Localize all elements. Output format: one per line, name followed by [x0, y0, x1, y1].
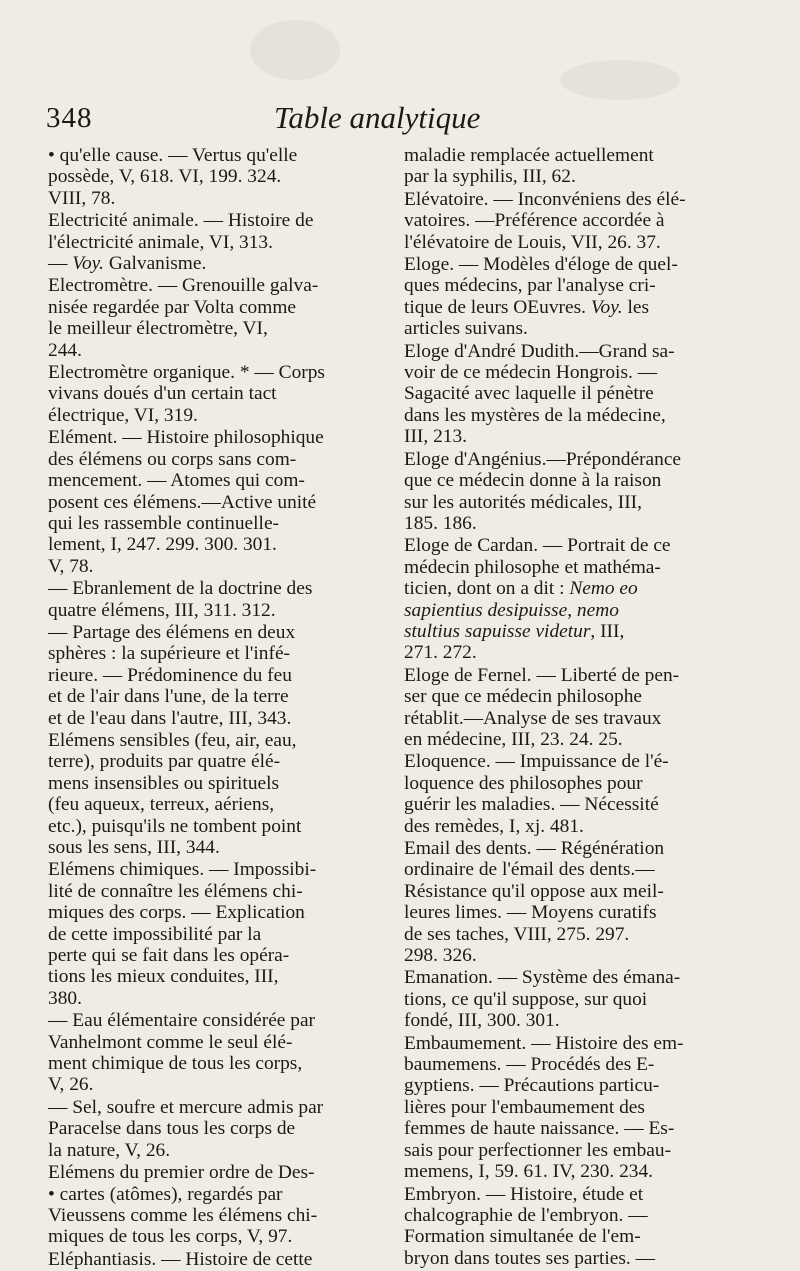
index-entry	[404, 751, 756, 837]
index-entry	[404, 665, 756, 751]
entry-line: mencement. — Atomes qui com-	[48, 470, 305, 492]
entry-line: rieure. — Prédominence du feu	[48, 664, 292, 686]
entry-line: Eloge de Fernel. — Liberté de pen-	[404, 664, 680, 686]
index-entry	[48, 622, 378, 729]
entry-line: Eloquence. — Impuissance de l'é-	[404, 751, 669, 773]
entry-line: etc.), puisqu'ils ne tombent point	[48, 815, 302, 837]
entry-line: Elévatoire. — Inconvéniens des élé-	[404, 188, 686, 210]
entry-line: 271. 272.	[404, 642, 477, 664]
entry-line: sapientius desipuisse, nemo	[404, 599, 619, 621]
entry-line: — Voy. Galvanisme.	[48, 253, 207, 275]
index-entry	[404, 189, 756, 253]
entry-line: vivans doués d'un certain tact	[48, 383, 277, 405]
entry-line: ques médecins, par l'analyse cri-	[404, 275, 656, 297]
paper-stain	[560, 60, 680, 100]
entry-line: en médecine, III, 23. 24. 25.	[404, 728, 623, 750]
entry-line: des remèdes, I, xj. 481.	[404, 815, 584, 837]
entry-line: articles suivans.	[404, 318, 528, 340]
index-entry	[404, 1033, 756, 1183]
entry-line: tique de leurs OEuvres. Voy. les	[404, 296, 650, 318]
entry-line: sur les autorités médicales, III,	[404, 491, 642, 513]
entry-line: de ses taches, VIII, 275. 297.	[404, 923, 630, 945]
entry-line: miques des corps. — Explication	[48, 902, 305, 924]
entry-line: lement, I, 247. 299. 300. 301.	[48, 534, 277, 556]
entry-line: Résistance qu'il oppose aux meil-	[404, 880, 664, 902]
entry-line: Eléphantiasis. — Histoire de cette	[48, 1248, 313, 1270]
page-header	[42, 100, 758, 140]
entry-line: gyptiens. — Précautions particu-	[404, 1075, 660, 1097]
entry-line: Eloge d'André Dudith.—Grand sa-	[404, 340, 675, 362]
index-entry	[48, 1249, 378, 1270]
entry-line: électrique, VI, 319.	[48, 404, 198, 426]
entry-line: ment chimique de tous les corps,	[48, 1053, 303, 1075]
entry-line: Sagacité avec laquelle il pénètre	[404, 383, 654, 405]
index-entry	[48, 362, 378, 426]
entry-line: par la syphilis, III, 62.	[404, 166, 576, 188]
entry-line: tions, ce qu'il suppose, sur quoi	[404, 988, 648, 1010]
index-entry	[404, 535, 756, 663]
index-entry	[48, 578, 378, 621]
entry-line: terre), produits par quatre élé-	[48, 751, 281, 773]
index-entry	[404, 449, 756, 535]
entry-line: (feu aqueux, terreux, aériens,	[48, 794, 275, 816]
entry-line: chalcographie de l'embryon. —	[404, 1204, 648, 1226]
entry-line: — Sel, soufre et mercure admis par	[48, 1096, 324, 1118]
entry-line: des élémens ou corps sans com-	[48, 448, 297, 470]
entry-line: ordinaire de l'émail des dents.—	[404, 859, 655, 881]
entry-line: posent ces élémens.—Active unité	[48, 491, 317, 513]
entry-line: loquence des philosophes pour	[404, 772, 643, 794]
entry-line: perte qui se fait dans les opéra-	[48, 945, 290, 967]
entry-line: V, 26.	[48, 1074, 94, 1096]
entry-line: Embryon. — Histoire, étude et	[404, 1183, 644, 1205]
entry-line: lité de connaître les élémens chi-	[48, 880, 303, 902]
entry-line: ticien, dont on a dit : Nemo eo	[404, 578, 638, 600]
entry-line: maladie remplacée actuellement	[404, 145, 654, 166]
entry-line: — Partage des élémens en deux	[48, 621, 296, 643]
entry-line: possède, V, 618. VI, 199. 324.	[48, 166, 282, 188]
entry-line: Embaumement. — Histoire des em-	[404, 1032, 684, 1054]
entry-line: Elément. — Histoire philosophique	[48, 427, 324, 449]
index-entry	[404, 145, 756, 188]
entry-line: Formation simultanée de l'em-	[404, 1226, 641, 1248]
entry-line: Eloge d'Angénius.—Prépondérance	[404, 448, 682, 470]
entry-line: ser que ce médecin philosophe	[404, 686, 642, 708]
index-entry	[48, 859, 378, 1009]
entry-line: III, 213.	[404, 426, 468, 448]
entry-line: vatoires. —Préférence accordée à	[404, 210, 665, 232]
entry-line: stultius sapuisse videtur, III,	[404, 620, 625, 642]
entry-line: sais pour perfectionner les embau-	[404, 1139, 672, 1161]
entry-line: Eloge. — Modèles d'éloge de quel-	[404, 254, 678, 276]
paper-stain	[250, 20, 340, 80]
entry-line: dans les mystères de la médecine,	[404, 404, 666, 426]
index-entry	[48, 1097, 378, 1161]
entry-line: VIII, 78.	[48, 187, 116, 209]
index-entry	[48, 145, 378, 209]
entry-line: Electromètre. — Grenouille galva-	[48, 275, 319, 297]
entry-line: la nature, V, 26.	[48, 1139, 171, 1161]
entry-line: leures limes. — Moyens curatifs	[404, 902, 657, 924]
entry-line: Elémens du premier ordre de Des-	[48, 1162, 315, 1184]
entry-line: de cette impossibilité par la	[48, 923, 262, 945]
entry-line: Elémens chimiques. — Impossibi-	[48, 859, 317, 881]
index-entry	[48, 275, 378, 361]
entry-line: quatre élémens, III, 311. 312.	[48, 599, 276, 621]
entry-line: Paracelse dans tous les corps de	[48, 1118, 296, 1140]
entry-line: Elémens sensibles (feu, air, eau,	[48, 729, 297, 751]
entry-line: tions les mieux conduites, III,	[48, 966, 279, 988]
index-entry	[404, 1184, 756, 1270]
index-entry	[404, 254, 756, 340]
entry-line: 298. 326.	[404, 945, 477, 967]
entry-line: 185. 186.	[404, 512, 477, 534]
index-entry	[404, 838, 756, 966]
entry-line: Vieussens comme les élémens chi-	[48, 1204, 318, 1226]
entry-line: lières pour l'embaumement des	[404, 1096, 645, 1118]
entry-line: — Ebranlement de la doctrine des	[48, 578, 313, 600]
entry-line: bryon dans toutes ses parties. —	[404, 1247, 655, 1269]
entry-line: rétablit.—Analyse de ses travaux	[404, 707, 662, 729]
entry-line: voir de ce médecin Hongrois. —	[404, 362, 658, 384]
entry-line: memens, I, 59. 61. IV, 230. 234.	[404, 1161, 654, 1183]
running-title: Table analytique	[274, 100, 481, 135]
entry-line: sphères : la supérieure et l'infé-	[48, 643, 291, 665]
entry-line: • qu'elle cause. — Vertus qu'elle	[48, 145, 298, 166]
index-entry	[404, 967, 756, 1031]
entry-line: mens insensibles ou spirituels	[48, 772, 280, 794]
index-entry	[48, 1010, 378, 1096]
entry-line: fondé, III, 300. 301.	[404, 1010, 560, 1032]
entry-line: V, 78.	[48, 555, 94, 577]
entry-line: l'électricité animale, VI, 313.	[48, 231, 273, 253]
entry-line: et de l'eau dans l'autre, III, 343.	[48, 707, 292, 729]
entry-line: guérir les maladies. — Nécessité	[404, 794, 659, 816]
entry-line: miques de tous les corps, V, 97.	[48, 1226, 293, 1248]
index-entry	[48, 210, 378, 274]
entry-line: et de l'air dans l'une, de la terre	[48, 686, 289, 708]
entry-line: Eloge de Cardan. — Portrait de ce	[404, 535, 671, 557]
index-entry	[48, 730, 378, 858]
index-entry	[48, 427, 378, 577]
entry-line: l'élévatoire de Louis, VII, 26. 37.	[404, 231, 661, 253]
entry-line: Emanation. — Système des émana-	[404, 967, 681, 989]
entry-line: qui les rassemble continuelle-	[48, 512, 280, 534]
entry-line: Electromètre organique. * — Corps	[48, 362, 325, 384]
page-number: 348	[46, 102, 93, 134]
entry-line: — Eau élémentaire considérée par	[48, 1010, 316, 1032]
entry-line: nisée regardée par Volta comme	[48, 296, 297, 318]
left-column	[48, 145, 378, 1271]
entry-line: le meilleur électromètre, VI,	[48, 318, 268, 340]
entry-line: baumemens. — Procédés des E-	[404, 1054, 655, 1076]
entry-line: que ce médecin donne à la raison	[404, 470, 662, 492]
index-entry	[48, 1162, 378, 1248]
right-column	[404, 145, 756, 1270]
entry-line: Electricité animale. — Histoire de	[48, 210, 314, 232]
entry-line: • cartes (atômes), regardés par	[48, 1183, 283, 1205]
index-entry	[404, 341, 756, 448]
entry-line: 244.	[48, 339, 82, 361]
entry-line: femmes de haute naissance. — Es-	[404, 1118, 675, 1140]
entry-line: 380.	[48, 987, 82, 1009]
entry-line: médecin philosophe et mathéma-	[404, 556, 661, 578]
entry-line: Vanhelmont comme le seul élé-	[48, 1031, 293, 1053]
entry-line: Email des dents. — Régénération	[404, 838, 665, 859]
entry-line: sous les sens, III, 344.	[48, 837, 220, 858]
